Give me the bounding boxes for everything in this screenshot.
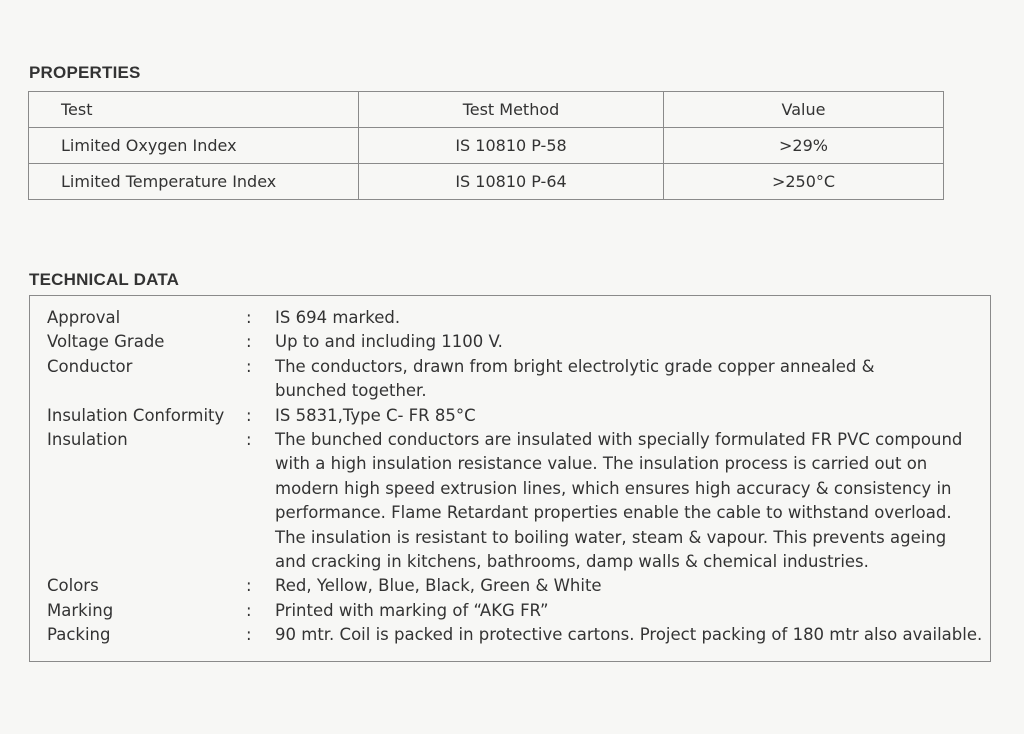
cell-value: >250°C: [664, 164, 944, 200]
spec-row-approval: [47, 306, 987, 330]
spec-value-line: 90 mtr. Coil is packed in protective cartons. Project packing of 180 mtr also available.: [275, 625, 983, 645]
spec-row-marking: [47, 599, 987, 623]
spec-separator: :: [246, 356, 252, 376]
spec-value-line: with a high insulation resistance value. The insulation process is carried out on: [275, 454, 928, 474]
spec-value-line: and cracking in kitchens, bathrooms, damp walls & chemical industries.: [275, 552, 869, 572]
spec-value: [275, 306, 987, 330]
spec-separator: :: [246, 430, 252, 450]
header-test: Test: [29, 92, 359, 128]
spec-label: Marking: [47, 600, 114, 620]
spec-value: [275, 428, 987, 574]
spec-value: [275, 355, 987, 404]
spec-value-line: Up to and including 1100 V.: [275, 332, 503, 352]
spec-label: Insulation Conformity: [47, 405, 225, 425]
spec-value-line: modern high speed extrusion lines, which ensures high accuracy & consistency in: [275, 478, 952, 498]
cell-method: IS 10810 P-58: [359, 128, 664, 164]
spec-separator: :: [246, 625, 252, 645]
spec-separator: :: [246, 332, 252, 352]
spec-value-line: The bunched conductors are insulated with specially formulated FR PVC compound: [275, 430, 963, 450]
spec-value: [275, 574, 987, 598]
spec-value: [275, 404, 987, 428]
spec-value: [275, 330, 987, 354]
spec-label: Conductor: [47, 356, 133, 376]
header-value: Value: [664, 92, 944, 128]
spec-value-line: IS 694 marked.: [275, 308, 401, 327]
spec-label: Packing: [47, 625, 111, 645]
cell-method: IS 10810 P-64: [359, 164, 664, 200]
technical-data-box: [29, 295, 991, 662]
spec-value-line: IS 5831,Type C- FR 85°C: [275, 405, 476, 425]
spec-value-line: The insulation is resistant to boiling water, steam & vapour. This prevents ageing: [275, 527, 947, 547]
spec-value-line: The conductors, drawn from bright electrolytic grade copper annealed &: [275, 356, 875, 376]
spec-row-packing: [47, 623, 987, 647]
spec-row-colors: [47, 574, 987, 598]
technical-data-title: TECHNICAL DATA: [29, 270, 180, 289]
spec-value-line: Printed with marking of “AKG FR”: [275, 600, 549, 620]
table-row: [29, 128, 944, 164]
cell-value: >29%: [664, 128, 944, 164]
spec-separator: :: [246, 405, 252, 425]
spec-value-line: performance. Flame Retardant properties enable the cable to withstand overload.: [275, 503, 952, 523]
spec-row-conductor: [47, 355, 987, 404]
properties-title: PROPERTIES: [29, 63, 141, 82]
spec-value: [275, 599, 987, 623]
spec-row-voltage-grade: [47, 330, 987, 354]
header-test-method: Test Method: [359, 92, 664, 128]
spec-label: Colors: [47, 576, 99, 596]
spec-label: Approval: [47, 308, 121, 327]
properties-table: [28, 91, 944, 200]
table-header-row: [29, 92, 944, 128]
technical-data-list: [47, 306, 987, 648]
spec-label: Insulation: [47, 430, 128, 450]
spec-value-line: Red, Yellow, Blue, Black, Green & White: [275, 576, 602, 596]
spec-separator: :: [246, 308, 252, 327]
table-row: [29, 164, 944, 200]
spec-label: Voltage Grade: [47, 332, 165, 352]
cell-test: Limited Temperature Index: [29, 164, 359, 200]
spec-separator: :: [246, 576, 252, 596]
spec-row-insulation-conformity: [47, 404, 987, 428]
cell-test: Limited Oxygen Index: [29, 128, 359, 164]
spec-separator: :: [246, 600, 252, 620]
spec-row-insulation: [47, 428, 987, 574]
spec-value: [275, 623, 987, 647]
spec-value-line: bunched together.: [275, 381, 427, 401]
